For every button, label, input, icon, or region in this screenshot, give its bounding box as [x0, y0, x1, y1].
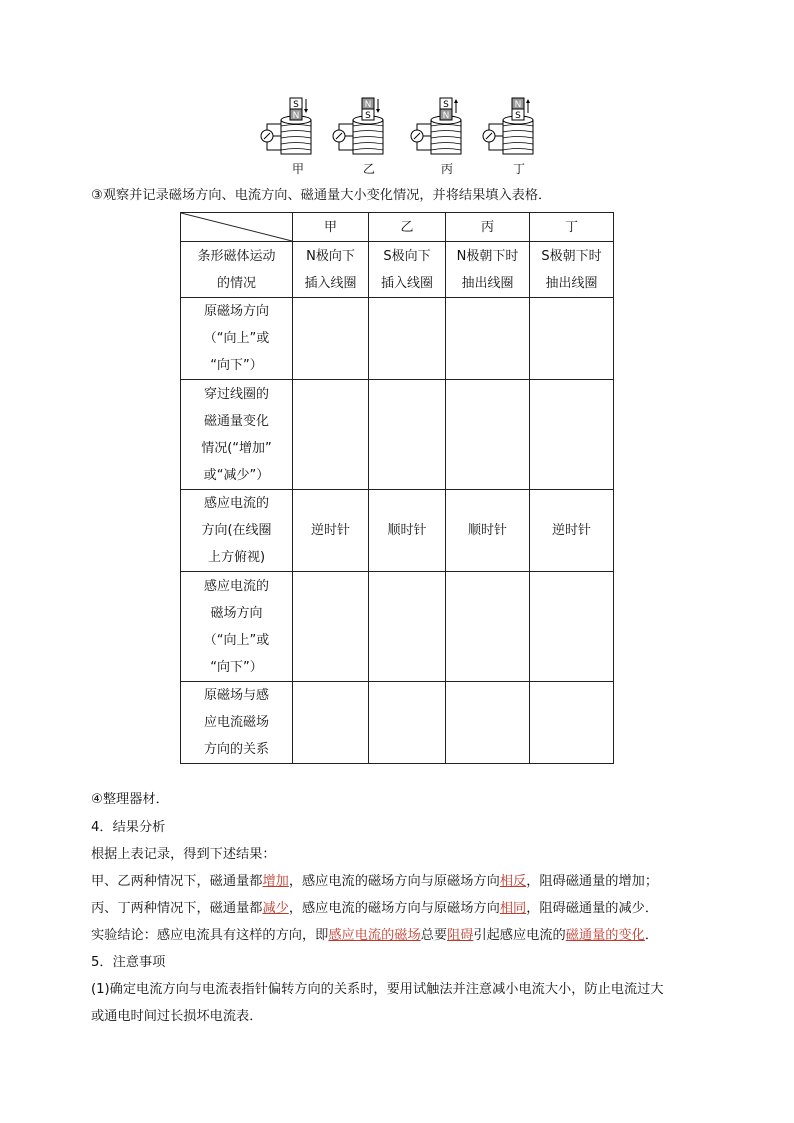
cell-line: 顺时针 [387, 523, 427, 538]
row-header-cell [181, 298, 293, 380]
cell-line: N极朝下时 [456, 248, 519, 264]
table-cell [530, 490, 614, 572]
answer-blank: 减少 [262, 901, 289, 916]
row-header-line: 原磁场与感 [203, 688, 269, 703]
row-header-cell [181, 242, 293, 298]
cell-line: N极向下 [306, 248, 355, 264]
setup-ding [483, 98, 533, 154]
table-cell [293, 380, 369, 490]
row-header-cell [181, 682, 293, 764]
table-cell [530, 298, 614, 380]
cell-line: 逆时针 [310, 523, 350, 538]
section4-heading: 4．结果分析 [91, 820, 166, 835]
figure-label-jia: 甲 [292, 162, 305, 176]
cell-line: 顺时针 [467, 523, 507, 538]
record-table [180, 212, 614, 764]
figure-label-bing: 丙 [441, 162, 454, 176]
row-header-line: 应电流磁场 [203, 715, 269, 730]
cell-line: S极向下 [383, 248, 431, 264]
row-header-line: 方向的关系 [203, 742, 269, 757]
table-row [181, 572, 614, 682]
table-row [181, 242, 614, 298]
table-cell [446, 572, 530, 682]
row-header-line: 原磁场方向 [203, 304, 269, 319]
text-segment: ，感应电流的磁场方向与原磁场方向 [288, 901, 500, 916]
row-header-line: 方向(在线圈 [201, 523, 272, 538]
text-segment: 实验结论：感应电流具有这样的方向，即 [91, 928, 329, 943]
text-segment: ，感应电流的磁场方向与原磁场方向 [288, 874, 500, 889]
row-header-cell [181, 380, 293, 490]
svg-text:S: S [365, 111, 371, 121]
step3-text: ③观察并记录磁场方向、电流方向、磁通量大小变化情况，并将结果填入表格． [91, 188, 552, 203]
cell-line: 插入线圈 [304, 275, 357, 291]
table-row [181, 380, 614, 490]
table-cell [446, 490, 530, 572]
table-cell [369, 572, 446, 682]
table-header-row [181, 213, 614, 242]
table-cell [446, 298, 530, 380]
cell-line: 插入线圈 [380, 275, 433, 291]
figure-label-yi: 乙 [363, 162, 376, 176]
row-header-line: “向下”） [210, 659, 263, 675]
text-segment: ，阻碍磁通量的减少． [526, 901, 659, 916]
analysis-intro: 根据上表记录，得到下述结果： [91, 847, 276, 862]
figure-label-ding: 丁 [513, 162, 526, 176]
analysis-line-1 [91, 872, 658, 892]
row-header-cell [181, 572, 293, 682]
svg-text:S: S [293, 100, 299, 110]
table-cell [530, 242, 614, 298]
note1-line-b: 或通电时间过长损坏电流表． [91, 1009, 263, 1024]
table-cell [446, 242, 530, 298]
table-cell [293, 490, 369, 572]
table-cell [369, 242, 446, 298]
table-cell [369, 682, 446, 764]
diagonal-line [181, 213, 292, 241]
column-header: 甲 [293, 213, 369, 242]
row-header-line: 感应电流的 [203, 496, 269, 511]
row-header-line: （“向上”或 [203, 331, 270, 346]
setup-bing [411, 98, 461, 154]
svg-text:N: N [364, 100, 372, 110]
analysis-line-2 [91, 899, 658, 919]
table-cell [530, 682, 614, 764]
table-row [181, 298, 614, 380]
table-cell [293, 298, 369, 380]
table-row [181, 682, 614, 764]
table-cell [446, 682, 530, 764]
answer-blank: 相同 [499, 901, 527, 916]
table-cell [293, 572, 369, 682]
row-header-line: 穿过线圈的 [203, 386, 269, 402]
diagonal-header-cell [181, 213, 293, 242]
cell-line: 抽出线圈 [545, 275, 598, 291]
section5-heading: 5．注意事项 [91, 955, 166, 970]
coil-figure [255, 94, 545, 180]
svg-text:N: N [292, 111, 300, 121]
row-header-line: 情况(“增加” [201, 440, 272, 456]
answer-blank: 感应电流的磁场 [328, 928, 421, 943]
step4-text: ④整理器材． [91, 792, 169, 807]
coil-diagram [255, 94, 545, 164]
cell-line: 抽出线圈 [461, 275, 514, 291]
answer-blank: 阻碍 [447, 928, 474, 943]
cell-line: S极朝下时 [541, 248, 602, 264]
table-row [181, 490, 614, 572]
row-header-line: 磁通量变化 [203, 413, 269, 429]
row-header-line: 感应电流的 [203, 578, 269, 594]
note1-line-a: (1)确定电流方向与电流表指针偏转方向的关系时，要用试触法并注意减小电流大小，防止电流过大 [91, 982, 664, 997]
table-cell [369, 380, 446, 490]
table-cell [293, 682, 369, 764]
table-cell [293, 242, 369, 298]
text-segment: ，阻碍磁通量的增加； [526, 874, 659, 889]
text-segment: 引起感应电流的 [473, 928, 566, 943]
table-cell [530, 572, 614, 682]
cell-line: 逆时针 [551, 523, 591, 538]
table-cell [369, 298, 446, 380]
setup-jia [261, 98, 311, 154]
setup-yi [333, 98, 383, 154]
row-header-line: “向下”） [210, 358, 263, 373]
row-header-line: 条形磁体运动 [197, 248, 276, 264]
svg-text:S: S [515, 111, 521, 121]
answer-blank: 相反 [499, 874, 527, 889]
row-header-line: 的情况 [216, 275, 256, 291]
row-header-line: 磁场方向 [210, 605, 263, 621]
svg-text:N: N [514, 100, 522, 110]
column-header: 丙 [446, 213, 530, 242]
svg-text:S: S [443, 100, 449, 110]
row-header-line: 或“减少”） [203, 467, 270, 483]
answer-blank: 增加 [262, 874, 289, 889]
table-cell [369, 490, 446, 572]
text-segment: ． [644, 928, 659, 943]
text-segment: 甲、乙两种情况下，磁通量都 [91, 874, 263, 889]
svg-text:N: N [442, 111, 450, 121]
answer-blank: 磁通量的变化 [565, 928, 645, 943]
table-cell [446, 380, 530, 490]
row-header-line: 上方俯视) [207, 550, 266, 565]
column-header: 乙 [369, 213, 446, 242]
text-segment: 丙、丁两种情况下，磁通量都 [91, 901, 263, 916]
row-header-cell [181, 490, 293, 572]
row-header-line: （“向上”或 [203, 632, 270, 648]
column-header: 丁 [530, 213, 614, 242]
conclusion-line [91, 926, 658, 946]
text-segment: 总要 [420, 928, 448, 943]
table-cell [530, 380, 614, 490]
